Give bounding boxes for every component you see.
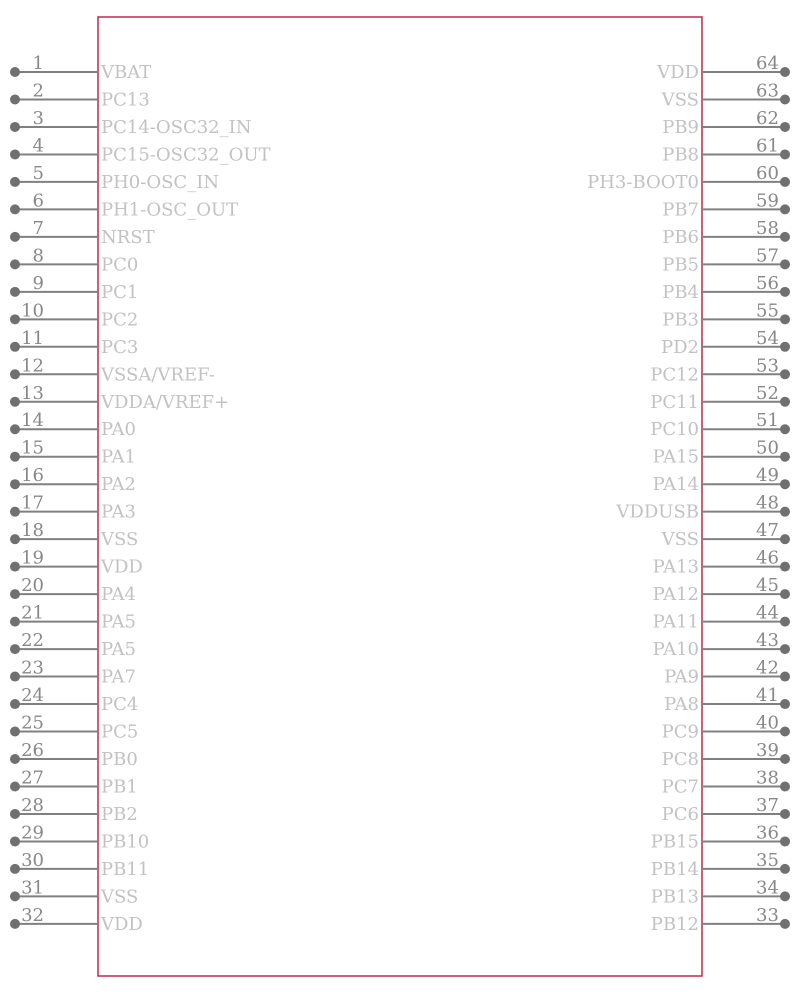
pin-number: 32 (21, 904, 44, 926)
pin-41 (664, 685, 790, 715)
pin-31 (10, 877, 138, 907)
pin-number: 34 (756, 877, 779, 899)
pin-30 (10, 850, 149, 880)
pin-endpoint-dot (780, 919, 790, 929)
pin-number: 7 (32, 217, 44, 239)
pin-endpoint-dot (10, 259, 20, 269)
pin-endpoint-dot (10, 397, 20, 407)
pin-endpoint-dot (10, 589, 20, 599)
pin-49 (653, 465, 790, 495)
pin-endpoint-dot (780, 287, 790, 297)
pin-endpoint-dot (10, 342, 20, 352)
pin-number: 31 (21, 877, 44, 899)
pin-name-label: PB3 (662, 309, 699, 331)
pin-number: 19 (21, 547, 44, 569)
pin-name-label: PC6 (661, 803, 699, 825)
pin-number: 15 (21, 437, 44, 459)
pin-name-label: NRST (101, 226, 155, 248)
pin-number: 14 (21, 410, 44, 432)
pin-13 (10, 383, 229, 413)
pin-number: 18 (21, 520, 44, 542)
pin-number: 24 (21, 685, 44, 707)
pin-24 (10, 685, 138, 715)
pin-name-label: PH0-OSC_IN (101, 171, 220, 193)
pin-name-label: PC0 (101, 254, 139, 276)
pin-1 (10, 53, 151, 83)
pin-name-label: VDDA/VREF+ (101, 391, 230, 413)
pin-40 (662, 713, 790, 743)
pin-name-label: PH1-OSC_OUT (101, 199, 239, 221)
pin-endpoint-dot (10, 644, 20, 654)
pin-2 (10, 80, 150, 110)
pin-name-label: PA0 (101, 419, 136, 441)
pin-name-label: PD2 (661, 336, 699, 358)
pin-number: 43 (756, 630, 779, 652)
pin-number: 12 (21, 355, 44, 377)
pin-37 (662, 795, 790, 825)
pin-54 (661, 328, 790, 358)
pin-51 (650, 410, 790, 440)
pin-number: 2 (32, 80, 44, 102)
pin-number: 10 (21, 300, 44, 322)
pin-number: 60 (756, 162, 779, 184)
pin-19 (10, 548, 143, 578)
pin-endpoint-dot (780, 94, 790, 104)
pin-number: 62 (756, 107, 779, 129)
pin-name-label: PC1 (101, 281, 139, 303)
pin-endpoint-dot (10, 232, 20, 242)
pin-endpoint-dot (10, 479, 20, 489)
pin-endpoint-dot (10, 287, 20, 297)
pin-endpoint-dot (780, 781, 790, 791)
pin-name-label: PA7 (101, 666, 136, 688)
pin-5 (10, 163, 219, 193)
pin-endpoint-dot (10, 149, 20, 159)
pin-number: 27 (21, 767, 44, 789)
pin-endpoint-dot (10, 809, 20, 819)
pin-number: 61 (756, 135, 779, 157)
pin-60 (587, 163, 790, 193)
pin-name-label: VDD (101, 913, 143, 935)
pin-6 (10, 190, 238, 220)
pin-endpoint-dot (10, 836, 20, 846)
pin-endpoint-dot (780, 644, 790, 654)
pin-endpoint-dot (10, 699, 20, 709)
pin-name-label: PA4 (101, 584, 136, 606)
pin-number: 63 (756, 80, 779, 102)
pin-endpoint-dot (10, 891, 20, 901)
pin-number: 59 (756, 190, 779, 212)
pin-number: 1 (32, 53, 44, 74)
pin-name-label: VBAT (101, 62, 152, 83)
pin-9 (10, 273, 138, 303)
pin-name-label: PB15 (650, 831, 699, 853)
pin-name-label: PC3 (101, 336, 139, 358)
pin-number: 29 (21, 822, 44, 844)
pin-endpoint-dot (780, 314, 790, 324)
pin-44 (653, 603, 790, 633)
pin-endpoint-dot (10, 452, 20, 462)
pin-name-label: PA14 (652, 474, 699, 496)
pin-number: 46 (756, 547, 779, 569)
pin-58 (662, 218, 790, 248)
pin-number: 51 (756, 410, 779, 432)
pin-name-label: PC10 (650, 419, 699, 441)
pin-name-label: PC8 (661, 749, 699, 770)
pin-name-label: PB14 (650, 858, 699, 880)
pin-number: 53 (756, 355, 779, 377)
pin-endpoint-dot (780, 149, 790, 159)
pin-23 (10, 658, 136, 688)
pin-endpoint-dot (10, 562, 20, 572)
pin-name-label: VSS (661, 529, 699, 551)
pin-name-label: PB5 (662, 254, 699, 276)
pin-name-label: VDDUSB (616, 501, 699, 523)
pin-name-label: PA1 (101, 446, 136, 468)
pin-endpoint-dot (10, 204, 20, 214)
pin-name-label: PA2 (101, 474, 136, 496)
pin-15 (10, 438, 136, 468)
pin-number: 21 (21, 602, 44, 624)
pin-name-label: PC14-OSC32_IN (101, 116, 252, 138)
pin-39 (662, 740, 790, 770)
pin-number: 22 (21, 630, 44, 652)
pin-endpoint-dot (780, 534, 790, 544)
pin-number: 9 (32, 272, 44, 294)
left-pin-column (10, 53, 271, 935)
pin-29 (10, 822, 149, 852)
pin-number: 30 (21, 849, 44, 871)
pin-endpoint-dot (10, 122, 20, 132)
pin-number: 42 (756, 657, 779, 679)
pin-name-label: PA10 (652, 639, 699, 661)
pin-endpoint-dot (780, 397, 790, 407)
pin-number: 58 (756, 217, 779, 239)
pin-26 (10, 740, 138, 770)
pin-55 (662, 300, 790, 330)
pin-name-label: PA9 (664, 666, 699, 688)
pin-endpoint-dot (10, 314, 20, 324)
pin-number: 40 (756, 712, 779, 734)
pin-endpoint-dot (10, 919, 20, 929)
pin-endpoint-dot (780, 452, 790, 462)
pin-endpoint-dot (780, 699, 790, 709)
pin-endpoint-dot (780, 342, 790, 352)
pin-endpoint-dot (10, 727, 20, 737)
pin-endpoint-dot (780, 727, 790, 737)
pin-endpoint-dot (10, 67, 20, 77)
pin-50 (653, 438, 790, 468)
pin-endpoint-dot (780, 177, 790, 187)
pin-name-label: VDD (657, 62, 699, 83)
pin-8 (10, 245, 138, 275)
pin-endpoint-dot (780, 836, 790, 846)
pin-name-label: PB13 (650, 886, 699, 908)
pin-number: 5 (32, 162, 44, 184)
pin-name-label: PA3 (101, 501, 136, 523)
pin-number: 36 (756, 822, 779, 844)
pin-62 (662, 108, 790, 138)
pin-name-label: VDD (101, 556, 143, 578)
pin-name-label: PH3-BOOT0 (587, 171, 699, 193)
pin-14 (10, 410, 136, 440)
pin-name-label: PA12 (652, 584, 699, 606)
pin-endpoint-dot (10, 94, 20, 104)
pin-21 (10, 603, 136, 633)
pin-name-label: PC11 (650, 391, 699, 413)
pin-57 (662, 245, 790, 275)
pin-endpoint-dot (10, 424, 20, 434)
pin-18 (10, 520, 138, 550)
pin-7 (10, 218, 155, 248)
pin-number: 4 (32, 135, 44, 157)
pin-number: 49 (756, 465, 779, 487)
pin-endpoint-dot (10, 507, 20, 517)
pin-53 (650, 355, 790, 385)
pin-endpoint-dot (780, 754, 790, 764)
pin-name-label: PC15-OSC32_OUT (101, 144, 271, 166)
pin-number: 56 (756, 272, 779, 294)
pin-endpoint-dot (780, 589, 790, 599)
pin-number: 64 (756, 53, 779, 74)
pin-endpoint-dot (10, 672, 20, 682)
pin-61 (662, 135, 790, 165)
pin-32 (10, 905, 143, 935)
pin-name-label: PB8 (662, 144, 699, 166)
pin-3 (10, 108, 252, 138)
pin-name-label: PB1 (101, 776, 138, 798)
pin-endpoint-dot (780, 562, 790, 572)
pin-12 (10, 355, 215, 385)
pin-name-label: PC13 (101, 89, 150, 111)
pin-name-label: PC2 (101, 309, 139, 331)
pin-number: 28 (21, 794, 44, 816)
pin-45 (653, 575, 790, 605)
pin-number: 55 (756, 300, 779, 322)
pin-name-label: PA15 (652, 446, 699, 468)
pin-endpoint-dot (780, 232, 790, 242)
pin-endpoint-dot (780, 617, 790, 627)
pin-endpoint-dot (780, 204, 790, 214)
right-pin-column (587, 53, 790, 935)
pin-number: 52 (756, 382, 779, 404)
pin-28 (10, 795, 138, 825)
pin-endpoint-dot (780, 424, 790, 434)
pin-36 (651, 822, 790, 852)
pin-endpoint-dot (780, 122, 790, 132)
pin-name-label: PB6 (662, 226, 699, 248)
pin-64 (656, 53, 790, 83)
pin-name-label: PC5 (101, 721, 139, 743)
pin-number: 47 (756, 520, 779, 542)
pin-endpoint-dot (10, 617, 20, 627)
pin-name-label: PC7 (661, 776, 699, 798)
pin-endpoint-dot (780, 672, 790, 682)
pin-number: 39 (756, 740, 779, 761)
pin-name-label: VSS (101, 886, 139, 908)
pin-38 (662, 767, 790, 797)
pin-number: 44 (756, 602, 779, 624)
pin-number: 8 (32, 245, 44, 267)
pin-34 (651, 877, 790, 907)
pin-name-label: VSSA/VREF- (101, 364, 215, 386)
pin-name-label: PC12 (650, 364, 699, 386)
pin-name-label: PB0 (101, 749, 138, 770)
pin-number: 25 (21, 712, 44, 734)
pin-endpoint-dot (780, 864, 790, 874)
pin-number: 16 (21, 465, 44, 487)
pin-endpoint-dot (780, 259, 790, 269)
pin-name-label: PB9 (662, 116, 699, 138)
pin-46 (653, 548, 790, 578)
pin-number: 48 (756, 492, 779, 514)
pin-name-label: PA5 (101, 639, 136, 661)
pin-endpoint-dot (10, 534, 20, 544)
pin-endpoint-dot (10, 369, 20, 379)
pin-10 (10, 300, 138, 330)
pin-name-label: PC9 (661, 721, 699, 743)
pin-43 (653, 630, 790, 660)
pin-number: 50 (756, 437, 779, 459)
pin-name-label: PB11 (101, 858, 150, 880)
pin-name-label: PC4 (101, 694, 139, 716)
pin-endpoint-dot (780, 809, 790, 819)
pin-number: 45 (756, 575, 779, 597)
pin-name-label: PB4 (662, 281, 699, 303)
pin-63 (661, 80, 790, 110)
pin-endpoint-dot (10, 781, 20, 791)
pin-number: 17 (21, 492, 44, 514)
pin-number: 23 (21, 657, 44, 679)
pin-name-label: PB12 (650, 913, 699, 935)
pin-number: 37 (756, 794, 779, 816)
pin-endpoint-dot (780, 891, 790, 901)
pin-47 (661, 520, 790, 550)
pin-name-label: PB7 (662, 199, 699, 221)
pin-59 (662, 190, 790, 220)
pin-number: 20 (21, 575, 44, 597)
pin-name-label: VSS (661, 89, 699, 111)
pin-35 (651, 850, 790, 880)
pin-number: 3 (32, 107, 44, 129)
pin-number: 33 (756, 904, 779, 926)
pin-number: 13 (21, 382, 44, 404)
pin-number: 38 (756, 767, 779, 789)
pin-number: 54 (756, 327, 779, 349)
pin-42 (664, 658, 790, 688)
pin-endpoint-dot (780, 507, 790, 517)
pin-endpoint-dot (780, 479, 790, 489)
pin-name-label: PA8 (664, 694, 699, 716)
pin-name-label: PA13 (652, 556, 699, 578)
pin-number: 57 (756, 245, 779, 267)
pin-number: 35 (756, 849, 779, 871)
pin-name-label: PB10 (101, 831, 150, 853)
pin-endpoint-dot (10, 177, 20, 187)
pin-endpoint-dot (10, 754, 20, 764)
pin-16 (10, 465, 136, 495)
pin-endpoint-dot (10, 864, 20, 874)
pin-4 (10, 135, 271, 165)
pin-17 (10, 493, 136, 523)
pin-number: 41 (756, 685, 779, 707)
pin-11 (10, 328, 138, 358)
pin-number: 26 (21, 740, 44, 761)
pin-27 (10, 767, 138, 797)
pin-33 (651, 905, 790, 935)
pin-name-label: VSS (101, 529, 139, 551)
pin-name-label: PA5 (101, 611, 136, 633)
pin-name-label: PA11 (652, 611, 699, 633)
pin-22 (10, 630, 136, 660)
pin-endpoint-dot (780, 369, 790, 379)
pin-endpoint-dot (780, 67, 790, 77)
pin-25 (10, 713, 138, 743)
pin-20 (10, 575, 136, 605)
pin-52 (650, 383, 790, 413)
pin-number: 11 (21, 327, 44, 349)
pin-number: 6 (32, 190, 44, 212)
pin-name-label: PB2 (101, 803, 138, 825)
pin-56 (662, 273, 790, 303)
